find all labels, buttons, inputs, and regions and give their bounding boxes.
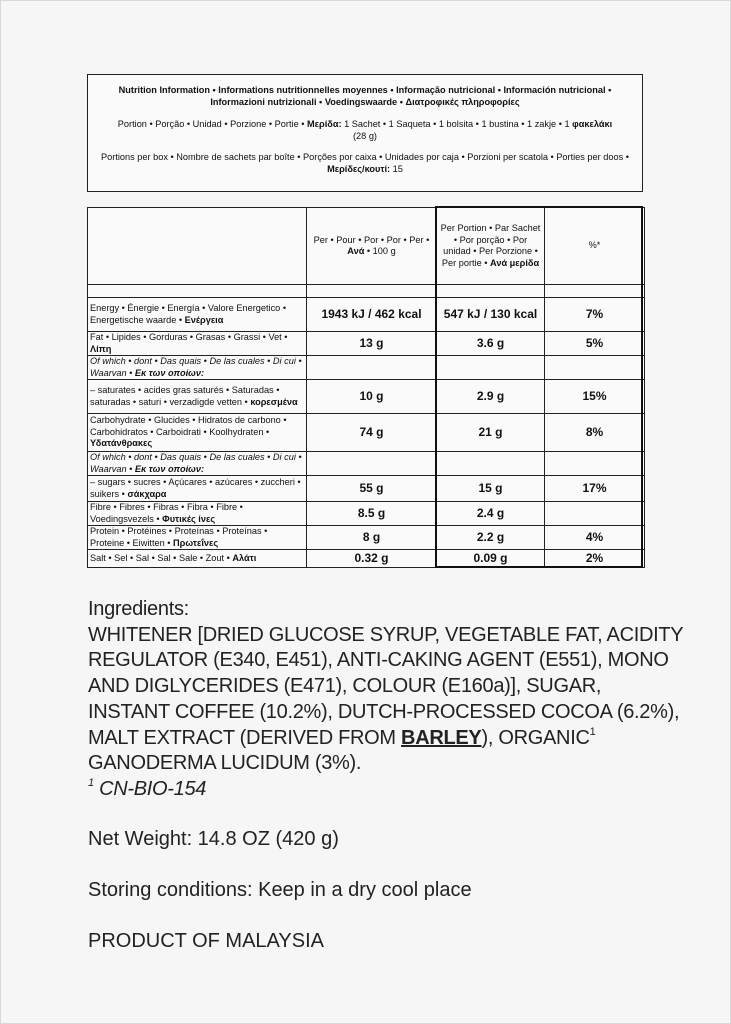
- portions-value: 15: [390, 164, 403, 174]
- percent-reference-intake: 2%: [545, 550, 645, 568]
- value-per-100g: 8.5 g: [307, 502, 437, 526]
- nutrition-info-title: Nutrition Information • Informations nutritionnelles moyennes • Informação nutricional • Información nutricional • Informazioni nutrizionali • Voedingswaarde • Διατροφικές πληροφορίες: [118, 85, 612, 107]
- nutrient-label-text: Fibre • Fibres • Fibras • Fibra • Fibre • Voedingsvezels •: [90, 502, 243, 524]
- table-row: [88, 380, 645, 414]
- value-per-100g: 1943 kJ / 462 kcal: [307, 298, 437, 332]
- nutrient-label-greek: Λίπη: [90, 343, 112, 354]
- value-per-100g: 74 g: [307, 414, 437, 452]
- nutrient-label-text: Energy • Énergie • Energía • Valore Energetico • Energetische waarde •: [90, 303, 287, 325]
- nutrient-label: [88, 550, 307, 568]
- spacer-cell: [307, 285, 437, 298]
- value-per-portion: 21 g: [437, 414, 545, 452]
- ingredients-text-before: WHITENER [DRIED GLUCOSE SYRUP, VEGETABLE FAT, ACIDITY REGULATOR (E340, E451), ANTI-CAKING AGENT (E551), MONO AND DIGLYCERIDES (E471), COLOUR (E160a)], SUGAR, INSTANT COFFEE (10.2%), DUTCH-PROCESSED COCOA (6.2%), MALT EXTRACT (DERIVED FROM: [88, 623, 683, 749]
- value-per-100g: 0.32 g: [307, 550, 437, 568]
- ingredients-block: [88, 597, 688, 803]
- portion-value-greek: φακελάκι: [572, 119, 613, 129]
- footnote-marker: 1: [88, 776, 94, 789]
- portion-label-greek: Μερίδα:: [307, 119, 342, 129]
- percent-reference-intake: [545, 356, 645, 380]
- table-row: [88, 452, 645, 476]
- value-per-100g: [307, 452, 437, 476]
- nutrient-label-text: Protein • Protéines • Proteínas • Proteínas • Proteine • Eiwitten •: [90, 526, 268, 548]
- value-per-portion: 3.6 g: [437, 332, 545, 356]
- nutrient-label-text: – sugars • sucres • Açúcares • azúcares • zuccheri • suikers •: [90, 477, 301, 499]
- header-per-100g: [307, 208, 437, 285]
- nutrient-label-greek: Ενέργεια: [184, 314, 224, 325]
- header-per-100g-text: Per • Pour • Por • Por • Per •: [313, 234, 430, 245]
- header-per-portion: [437, 208, 545, 285]
- table-row: [88, 502, 645, 526]
- ingredients-text-after: GANODERMA LUCIDUM (3%).: [88, 752, 362, 775]
- percent-reference-intake: 15%: [545, 380, 645, 414]
- nutrition-info-box: [87, 74, 643, 192]
- value-per-portion: 0.09 g: [437, 550, 545, 568]
- nutrient-label-text: – saturates • acides gras saturés • Saturadas • saturadas • saturi • verzadigde vetten •: [90, 385, 280, 407]
- percent-reference-intake: [545, 452, 645, 476]
- header-per-portion-greek: Ανά μερίδα: [490, 257, 540, 268]
- value-per-portion: [437, 356, 545, 380]
- ingredients-text-mid: ), ORGANIC: [481, 726, 590, 749]
- nutrient-label-greek: Αλάτι: [232, 552, 257, 563]
- nutrient-label-text: Fat • Lipides • Gorduras • Grasas • Grassi • Vet •: [90, 332, 288, 342]
- nutrient-label: [88, 356, 307, 380]
- nutrient-label-greek: Εκ των οποίων:: [134, 367, 205, 378]
- value-per-portion: 547 kJ / 130 kcal: [437, 298, 545, 332]
- nutrient-label-greek: σάκχαρα: [127, 488, 167, 499]
- nutrient-label: [88, 380, 307, 414]
- net-weight: Net Weight: 14.8 OZ (420 g): [88, 828, 339, 850]
- value-per-100g: 55 g: [307, 476, 437, 502]
- value-per-100g: 8 g: [307, 526, 437, 550]
- nutrient-label-text: Of which • dont • Das quais • De las cuales • Di cui • Waarvan •: [90, 452, 302, 474]
- nutrient-label: [88, 298, 307, 332]
- table-row: [88, 298, 645, 332]
- percent-reference-intake: [545, 502, 645, 526]
- footnote-text: CN-BIO-154: [93, 777, 207, 800]
- nutrient-label: [88, 502, 307, 526]
- value-per-portion: 2.2 g: [437, 526, 545, 550]
- organic-footnote-marker: 1: [589, 725, 596, 738]
- nutrient-label-text: Salt • Sel • Sal • Sal • Sale • Zout •: [90, 552, 233, 563]
- ingredients-footnote: [88, 777, 688, 803]
- nutrient-label-greek: Πρωτεΐνες: [173, 537, 219, 548]
- table-header-row: [88, 208, 645, 285]
- table-row: [88, 356, 645, 380]
- percent-reference-intake: 4%: [545, 526, 645, 550]
- table-row: [88, 476, 645, 502]
- nutrient-label: [88, 414, 307, 452]
- percent-reference-intake: 17%: [545, 476, 645, 502]
- header-per-portion-text: Per Portion • Par Sachet • Por porção • Por unidad • Per Porzione • Per portie •: [440, 223, 541, 268]
- table-row: [88, 332, 645, 356]
- table-row: [88, 526, 645, 550]
- nutrient-label-text: Of which • dont • Das quais • De las cuales • Di cui • Waarvan •: [90, 356, 302, 378]
- portion-value: 1 Sachet • 1 Saqueta • 1 bolsita • 1 bustina • 1 zakje • 1: [341, 119, 573, 129]
- nutrient-label-greek: Φυτικές ίνες: [162, 513, 216, 524]
- value-per-portion: 2.4 g: [437, 502, 545, 526]
- nutrient-label-greek: Υδατάνθρακες: [90, 438, 153, 449]
- country-of-origin: PRODUCT OF MALAYSIA: [88, 930, 324, 952]
- portion-line: [96, 118, 634, 142]
- value-per-portion: [437, 452, 545, 476]
- value-per-100g: [307, 356, 437, 380]
- nutrition-table-wrapper: [87, 207, 644, 568]
- header-per-100g-greek: Ανά: [347, 246, 365, 256]
- portions-line: [92, 151, 638, 175]
- nutrient-label-greek: Εκ των οποίων:: [134, 463, 205, 474]
- header-percent: %*: [545, 208, 645, 285]
- nutrient-label: [88, 526, 307, 550]
- header-per-100g-value: • 100 g: [364, 246, 396, 256]
- portions-label: Portions per box • Nombre de sachets par boîte • Porções por caixa • Unidades por caja • Porzioni per scatola • Porties per doos •: [101, 152, 629, 162]
- portion-label: Portion • Porção • Unidad • Porzione • Portie •: [117, 119, 308, 129]
- spacer-cell: [545, 285, 645, 298]
- percent-reference-intake: 8%: [545, 414, 645, 452]
- value-per-100g: 10 g: [307, 380, 437, 414]
- nutrient-label-greek: κορεσμένα: [250, 396, 298, 407]
- ingredients-list: [88, 623, 688, 777]
- value-per-portion: 15 g: [437, 476, 545, 502]
- nutrient-label: [88, 476, 307, 502]
- nutrient-label: [88, 452, 307, 476]
- nutrient-label: [88, 332, 307, 356]
- nutrition-table: [87, 207, 645, 568]
- allergen-barley: BARLEY: [401, 726, 482, 749]
- table-row: [88, 414, 645, 452]
- ingredients-heading: Ingredients:: [88, 598, 189, 620]
- value-per-portion: 2.9 g: [437, 380, 545, 414]
- storing-conditions: Storing conditions: Keep in a dry cool place: [88, 879, 472, 901]
- spacer-cell: [88, 285, 307, 298]
- value-per-100g: 13 g: [307, 332, 437, 356]
- percent-reference-intake: 7%: [545, 298, 645, 332]
- spacer-cell: [437, 285, 545, 298]
- table-row: [88, 550, 645, 568]
- percent-reference-intake: 5%: [545, 332, 645, 356]
- header-empty-cell: [88, 208, 307, 285]
- portion-weight: (28 g): [352, 131, 377, 141]
- nutrient-label-text: Carbohydrate • Glucides • Hidratos de carbono • Carbohidratos • Carboidrati • Koolhydraten •: [90, 415, 287, 437]
- table-spacer-row: [88, 285, 645, 298]
- portions-label-greek: Μερίδες/κουτί:: [327, 164, 391, 174]
